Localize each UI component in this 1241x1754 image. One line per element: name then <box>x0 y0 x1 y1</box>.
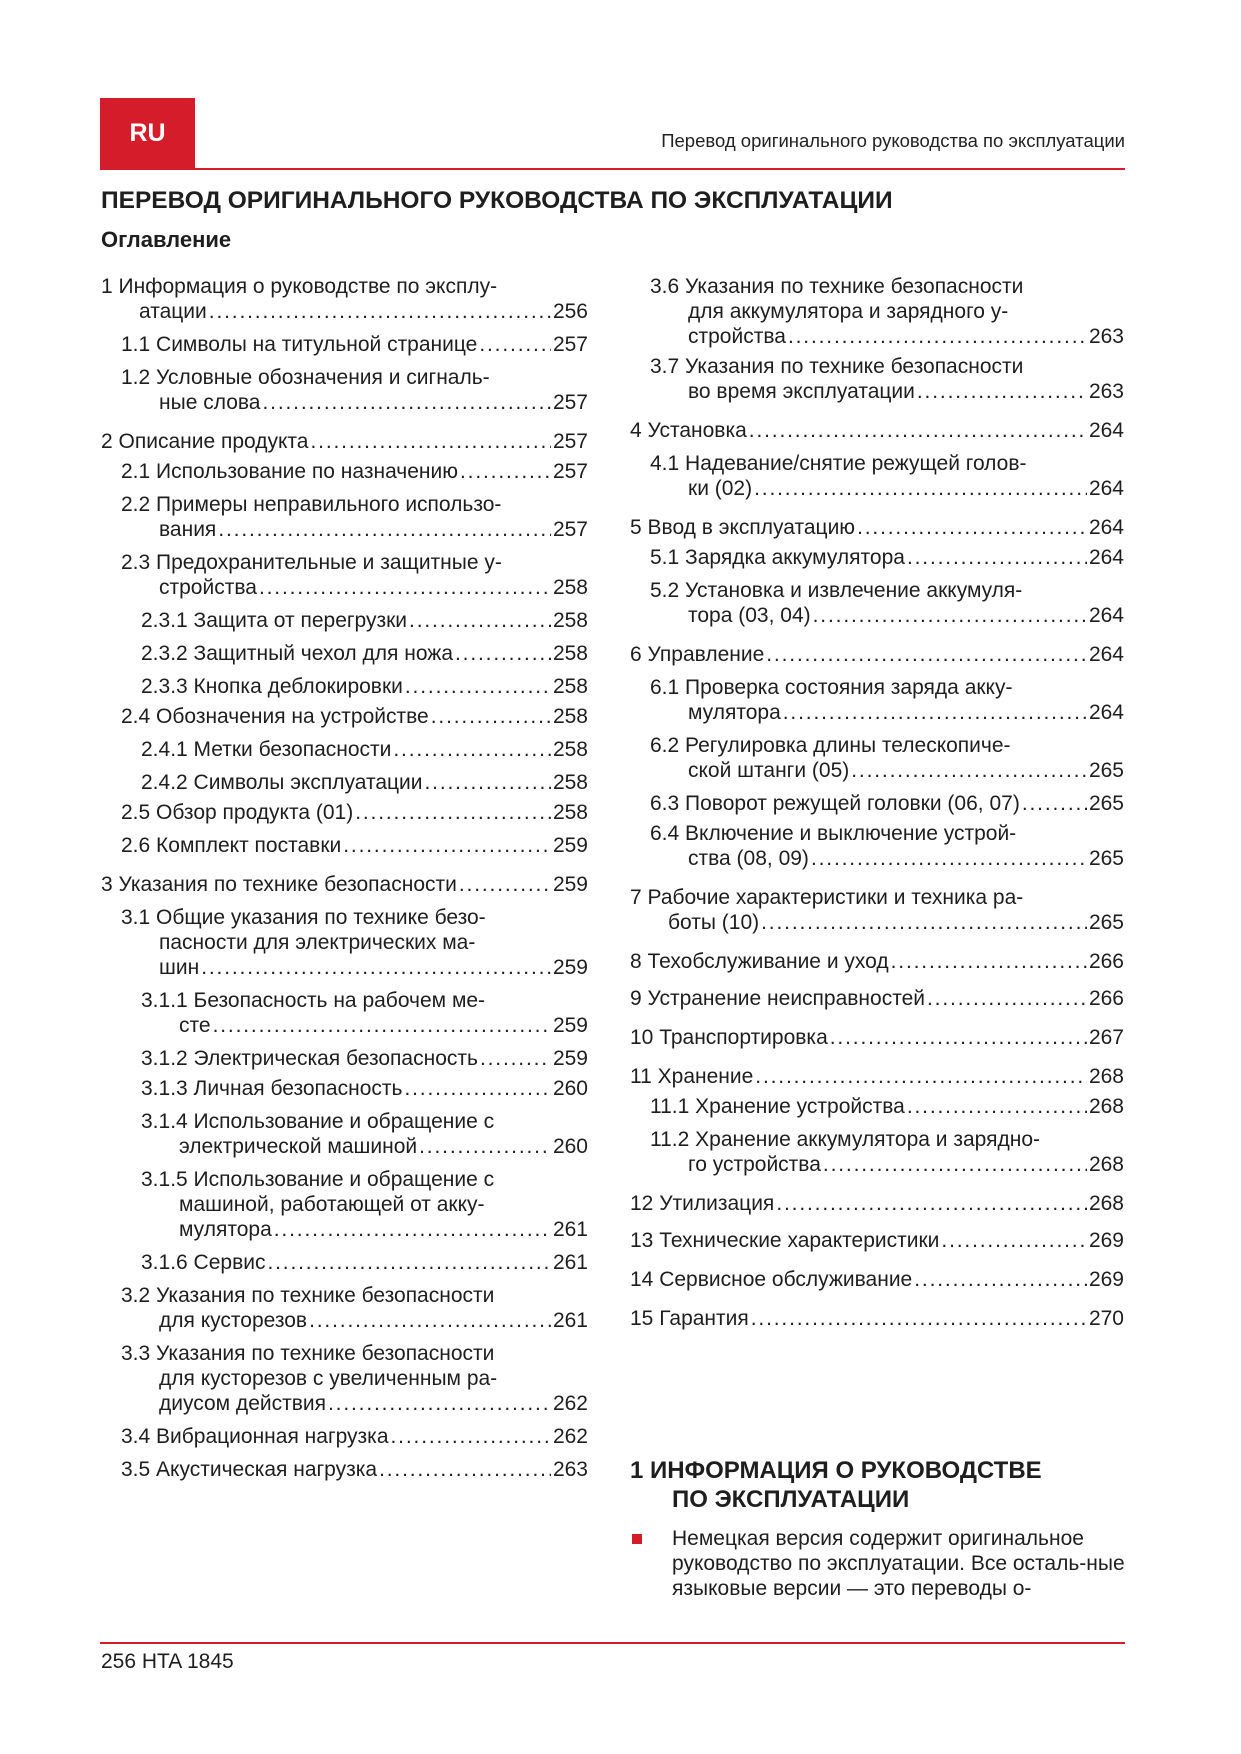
toc-heading: Оглавление <box>101 227 232 252</box>
toc-entry-title: 2.3.1 Защита от перегрузки <box>141 609 408 632</box>
footer-rule <box>100 1642 1125 1644</box>
toc-entry-row <box>121 332 588 357</box>
toc-page-number: 268 <box>1088 1095 1124 1118</box>
toc-dot-leader <box>830 1025 1087 1050</box>
toc-page-number: 256 <box>552 300 588 323</box>
toc-entry[interactable] <box>630 885 1124 935</box>
toc-entry-title: 13 Технические характеристики <box>630 1229 940 1252</box>
toc-page-number: 265 <box>1088 847 1124 870</box>
toc-dot-leader <box>310 429 550 454</box>
bullet-square-icon <box>632 1534 642 1544</box>
toc-entry-title: 12 Утилизация <box>630 1192 775 1215</box>
toc-entry-row <box>141 1250 588 1275</box>
toc-dot-leader <box>776 1191 1087 1216</box>
toc-entry-title: 5 Ввод в эксплуатацию <box>630 516 856 539</box>
toc-page-number: 258 <box>552 576 588 599</box>
toc-page-number: 269 <box>1088 1268 1124 1291</box>
toc-dot-leader <box>927 986 1087 1011</box>
toc-entry-line: 2.3 Предохранительные и защитные у- <box>121 551 502 574</box>
toc-entry-row <box>121 517 588 542</box>
toc-entry[interactable] <box>101 550 588 600</box>
toc-page-number: 268 <box>1088 1153 1124 1176</box>
toc-entry-row <box>650 603 1124 628</box>
toc-page-number: 263 <box>552 1458 588 1481</box>
toc-entry-line: 3.3 Указания по технике безопасности <box>121 1342 495 1365</box>
toc-dot-leader <box>479 332 551 357</box>
toc-page-number: 260 <box>552 1077 588 1100</box>
toc-entry-row <box>141 737 588 762</box>
toc-entry-row <box>121 1457 588 1482</box>
toc-entry[interactable] <box>630 545 1124 570</box>
toc-entry-line: 2.2 Примеры неправильного использо- <box>121 493 502 516</box>
toc-page-number: 261 <box>552 1218 588 1241</box>
toc-entry[interactable] <box>101 1341 588 1416</box>
toc-entry-line: 3.1.5 Использование и обращение с <box>141 1168 495 1191</box>
toc-entry[interactable] <box>630 274 1124 349</box>
toc-entry[interactable] <box>101 332 588 357</box>
toc-dot-leader <box>891 949 1087 974</box>
toc-entry-row <box>121 833 588 858</box>
toc-entry-title: 2.4 Обозначения на устройстве <box>121 705 429 728</box>
toc-entry[interactable] <box>101 492 588 542</box>
toc-page-number: 258 <box>552 675 588 698</box>
toc-entry[interactable] <box>630 949 1124 974</box>
toc-entry[interactable] <box>630 821 1124 871</box>
toc-entry-row <box>650 545 1124 570</box>
toc-entry[interactable] <box>630 791 1124 816</box>
toc-entry-title: 2.1 Использование по назначению <box>121 460 458 483</box>
toc-entry[interactable] <box>101 1167 588 1242</box>
toc-entry-line: 3.1.4 Использование и обращение с <box>141 1110 495 1133</box>
toc-entry-line: машиной, работающей от акку- <box>179 1193 485 1216</box>
toc-entry-title: диусом действия <box>159 1392 326 1415</box>
toc-page-number: 257 <box>552 518 588 541</box>
toc-entry-title: ки (02) <box>688 477 753 500</box>
toc-dot-leader <box>766 642 1087 667</box>
toc-page-number: 258 <box>552 609 588 632</box>
toc-entry-title: атации <box>139 300 207 323</box>
section-heading <box>630 1456 1130 1514</box>
toc-entry-row <box>650 791 1124 816</box>
toc-entry-row <box>630 1306 1124 1331</box>
toc-entry-row <box>121 955 588 980</box>
toc-entry[interactable] <box>630 675 1124 725</box>
toc-entry-row <box>650 846 1124 871</box>
toc-dot-leader <box>455 641 551 666</box>
toc-dot-leader <box>907 1094 1087 1119</box>
toc-entry-title: 14 Сервисное обслуживание <box>630 1268 913 1291</box>
toc-dot-leader <box>259 575 551 600</box>
toc-entry-line: 3.1 Общие указания по технике безо- <box>121 906 486 929</box>
toc-page-number: 257 <box>552 333 588 356</box>
toc-entry-title: для кусторезов <box>159 1309 308 1332</box>
toc-entry-title: 9 Устранение неисправностей <box>630 987 926 1010</box>
toc-entry-title: мулятора <box>179 1218 272 1241</box>
toc-entry[interactable] <box>101 674 588 699</box>
toc-entry[interactable] <box>630 578 1124 628</box>
toc-page-number: 257 <box>552 460 588 483</box>
toc-entry-title: 11 Хранение <box>630 1065 754 1088</box>
toc-entry[interactable] <box>101 770 588 795</box>
toc-entry-title: ской штанги (05) <box>688 759 850 782</box>
toc-entry-title: мулятора <box>688 701 781 724</box>
toc-dot-leader <box>460 459 551 484</box>
toc-entry-title: 8 Техобслуживание и уход <box>630 950 889 973</box>
toc-entry-row <box>650 1152 1124 1177</box>
toc-entry-row <box>121 1308 588 1333</box>
toc-entry-title: 5.1 Зарядка аккумулятора <box>650 546 905 569</box>
toc-dot-leader <box>813 603 1087 628</box>
page-footer: 256 HTA 1845 <box>101 1650 234 1673</box>
toc-dot-leader <box>328 1391 551 1416</box>
toc-dot-leader <box>343 833 551 858</box>
toc-entry-row <box>121 1391 588 1416</box>
toc-entry-title: 3.1.3 Личная безопасность <box>141 1077 403 1100</box>
toc-entry-title: 3.1.2 Электрическая безопасность <box>141 1047 478 1070</box>
toc-right-column <box>630 274 1124 1331</box>
toc-entry-title: 1.1 Символы на титульной странице <box>121 333 478 356</box>
toc-entry-title: ные слова <box>159 391 261 414</box>
toc-dot-leader <box>851 758 1087 783</box>
toc-entry-row <box>650 476 1124 501</box>
toc-entry-line: 7 Рабочие характеристики и техника ра- <box>630 886 1024 909</box>
toc-page-number: 262 <box>552 1392 588 1415</box>
toc-dot-leader <box>213 1013 551 1038</box>
toc-dot-leader <box>201 955 551 980</box>
toc-entry[interactable] <box>630 451 1124 501</box>
toc-entry-title: 2 Описание продукта <box>101 430 309 453</box>
toc-page-number: 258 <box>552 738 588 761</box>
toc-page-number: 264 <box>1088 643 1124 666</box>
toc-entry-line: пасности для электрических ма- <box>159 931 476 954</box>
toc-page-number: 266 <box>1088 987 1124 1010</box>
toc-entry-line: 6.1 Проверка состояния заряда акку- <box>650 676 1013 699</box>
toc-dot-leader <box>379 1457 551 1482</box>
toc-entry-title: 3.1.6 Сервис <box>141 1251 266 1274</box>
toc-entry-row <box>101 429 588 454</box>
toc-page-number: 258 <box>552 642 588 665</box>
toc-page-number: 259 <box>552 873 588 896</box>
toc-entry-title: во время эксплуатации <box>688 380 915 403</box>
toc-entry-title: стройства <box>159 576 257 599</box>
toc-entry-line: 4.1 Надевание/снятие режущей голов- <box>650 452 1027 475</box>
toc-entry-title: 6.3 Поворот режущей головки (06, 07) <box>650 792 1020 815</box>
toc-dot-leader <box>404 1076 551 1101</box>
toc-entry[interactable] <box>101 429 588 454</box>
toc-entry[interactable] <box>630 1267 1124 1292</box>
toc-entry-row <box>121 390 588 415</box>
toc-entry-row <box>141 770 588 795</box>
toc-dot-leader <box>393 737 551 762</box>
toc-entry[interactable] <box>630 986 1124 1011</box>
toc-entry[interactable] <box>101 800 588 825</box>
toc-entry-row <box>141 1046 588 1071</box>
toc-entry-title: 2.3.2 Защитный чехол для ножа <box>141 642 453 665</box>
toc-dot-leader <box>480 1046 551 1071</box>
toc-entry[interactable] <box>101 988 588 1038</box>
toc-entry-row <box>630 515 1124 540</box>
toc-dot-leader <box>811 846 1087 871</box>
toc-entry-line: для кусторезов с увеличенным ра- <box>159 1367 498 1390</box>
toc-dot-leader <box>218 517 551 542</box>
toc-entry-row <box>630 949 1124 974</box>
toc-page-number: 264 <box>1088 516 1124 539</box>
toc-page-number: 259 <box>552 1047 588 1070</box>
toc-entry-line: 1.2 Условные обозначения и сигналь- <box>121 366 490 389</box>
toc-entry-row <box>630 910 1124 935</box>
toc-dot-leader <box>914 1267 1087 1292</box>
toc-dot-leader <box>431 704 551 729</box>
toc-entry-row <box>630 418 1124 443</box>
toc-entry-title: сте <box>179 1014 211 1037</box>
toc-page-number: 263 <box>1088 380 1124 403</box>
toc-entry-row <box>121 575 588 600</box>
toc-entry[interactable] <box>101 872 588 897</box>
toc-entry-title: 2.3.3 Кнопка деблокировки <box>141 675 403 698</box>
toc-entry-row <box>141 641 588 666</box>
toc-dot-leader <box>459 872 551 897</box>
toc-page-number: 268 <box>1088 1192 1124 1215</box>
toc-entry[interactable] <box>101 1424 588 1449</box>
toc-page-number: 267 <box>1088 1026 1124 1049</box>
toc-page-number: 264 <box>1088 419 1124 442</box>
toc-page-number: 257 <box>552 391 588 414</box>
toc-page-number: 265 <box>1088 792 1124 815</box>
toc-entry-title: электрической машиной <box>179 1135 418 1158</box>
toc-page-number: 264 <box>1088 604 1124 627</box>
toc-entry[interactable] <box>101 1076 588 1101</box>
toc-entry-title: 15 Гарантия <box>630 1307 749 1330</box>
toc-entry[interactable] <box>101 1283 588 1333</box>
toc-entry[interactable] <box>101 274 588 324</box>
toc-entry-row <box>650 700 1124 725</box>
toc-entry-row <box>630 1228 1124 1253</box>
toc-entry-title: 2.6 Комплект поставки <box>121 834 342 857</box>
running-header: Перевод оригинального руководства по эксплуатации <box>661 130 1125 151</box>
toc-page-number: 263 <box>1088 325 1124 348</box>
bullet-text: Немецкая версия содержит оригинальное руководство по эксплуатации. Все осталь-ные языковые версии — это переводы о- <box>672 1527 1125 1600</box>
toc-left-column <box>101 274 588 1482</box>
toc-entry[interactable] <box>101 365 588 415</box>
toc-entry[interactable] <box>101 1046 588 1071</box>
toc-page-number: 264 <box>1088 701 1124 724</box>
toc-entry-row <box>650 324 1124 349</box>
toc-entry[interactable] <box>630 1127 1124 1177</box>
toc-dot-leader <box>783 700 1087 725</box>
section-heading-line2: ПО ЭКСПЛУАТАЦИИ <box>672 1486 910 1513</box>
toc-dot-leader <box>823 1152 1087 1177</box>
toc-entry-row <box>141 1013 588 1038</box>
toc-entry-row <box>121 800 588 825</box>
toc-entry-row <box>141 1217 588 1242</box>
toc-dot-leader <box>267 1250 551 1275</box>
toc-dot-leader <box>419 1134 551 1159</box>
toc-entry-title: го устройства <box>688 1153 821 1176</box>
toc-page-number: 269 <box>1088 1229 1124 1252</box>
toc-entry-row <box>121 1424 588 1449</box>
toc-entry[interactable] <box>630 418 1124 443</box>
toc-entry-title: 2.4.2 Символы эксплуатации <box>141 771 423 794</box>
toc-entry-row <box>630 1064 1124 1089</box>
toc-entry-line: 3.1.1 Безопасность на рабочем ме- <box>141 989 486 1012</box>
toc-entry-row <box>630 642 1124 667</box>
toc-entry-row <box>630 986 1124 1011</box>
toc-entry[interactable] <box>101 1457 588 1482</box>
toc-entry[interactable] <box>630 1064 1124 1089</box>
toc-entry-row <box>141 1134 588 1159</box>
section-heading-line1: 1 ИНФОРМАЦИЯ О РУКОВОДСТВЕ <box>630 1457 1042 1484</box>
toc-dot-leader <box>425 770 551 795</box>
toc-entry-title: боты (10) <box>668 911 760 934</box>
toc-entry-title: вания <box>159 518 217 541</box>
toc-entry[interactable] <box>630 642 1124 667</box>
toc-page-number: 259 <box>552 1014 588 1037</box>
toc-entry-line: 3.2 Указания по технике безопасности <box>121 1284 495 1307</box>
toc-page-number: 262 <box>552 1425 588 1448</box>
toc-entry[interactable] <box>630 1306 1124 1331</box>
language-badge: RU <box>100 98 195 169</box>
toc-dot-leader <box>755 1064 1087 1089</box>
toc-entry-row <box>141 608 588 633</box>
toc-page-number: 258 <box>552 771 588 794</box>
toc-entry-row <box>141 1076 588 1101</box>
toc-dot-leader <box>262 390 550 415</box>
toc-entry-row <box>650 379 1124 404</box>
toc-dot-leader <box>941 1228 1087 1253</box>
toc-entry[interactable] <box>630 1025 1124 1050</box>
toc-entry-title: 2.5 Обзор продукта (01) <box>121 801 354 824</box>
toc-dot-leader <box>751 1306 1087 1331</box>
toc-entry-title: 3.4 Вибрационная нагрузка <box>121 1425 389 1448</box>
toc-dot-leader <box>209 299 551 324</box>
toc-dot-leader <box>917 379 1087 404</box>
toc-entry-row <box>630 1191 1124 1216</box>
toc-dot-leader <box>405 674 551 699</box>
toc-entry-row <box>121 704 588 729</box>
toc-entry-title: 10 Транспортировка <box>630 1026 828 1049</box>
toc-entry-line: 3.7 Указания по технике безопасности <box>650 355 1024 378</box>
toc-entry-row <box>630 1267 1124 1292</box>
toc-entry-row <box>101 872 588 897</box>
toc-entry-row <box>101 299 588 324</box>
toc-entry-title: 4 Установка <box>630 419 747 442</box>
toc-page-number: 265 <box>1088 759 1124 782</box>
toc-page-number: 266 <box>1088 950 1124 973</box>
toc-page-number: 264 <box>1088 546 1124 569</box>
toc-entry-title: ства (08, 09) <box>688 847 809 870</box>
toc-entry[interactable] <box>101 833 588 858</box>
toc-entry[interactable] <box>101 459 588 484</box>
toc-entry-row <box>141 674 588 699</box>
toc-page-number: 270 <box>1088 1307 1124 1330</box>
toc-entry[interactable] <box>101 737 588 762</box>
toc-dot-leader <box>857 515 1087 540</box>
toc-entry-line: для аккумулятора и зарядного у- <box>688 300 1009 323</box>
toc-entry[interactable] <box>101 608 588 633</box>
toc-entry-line: 1 Информация о руководстве по эксплу- <box>101 275 498 298</box>
toc-entry-line: 3.6 Указания по технике безопасности <box>650 275 1024 298</box>
toc-page-number: 258 <box>552 801 588 824</box>
toc-dot-leader <box>391 1424 551 1449</box>
toc-dot-leader <box>355 800 551 825</box>
toc-page-number: 268 <box>1088 1065 1124 1088</box>
toc-page-number: 264 <box>1088 477 1124 500</box>
toc-entry-row <box>650 758 1124 783</box>
toc-page-number: 265 <box>1088 911 1124 934</box>
toc-entry-row <box>121 459 588 484</box>
page-title: ПЕРЕВОД ОРИГИНАЛЬНОГО РУКОВОДСТВА ПО ЭКСПЛУАТАЦИИ <box>101 187 893 214</box>
toc-entry[interactable] <box>630 1094 1124 1119</box>
toc-dot-leader <box>907 545 1087 570</box>
bullet-paragraph <box>630 1526 1130 1601</box>
toc-page-number: 260 <box>552 1135 588 1158</box>
toc-dot-leader <box>309 1308 551 1333</box>
toc-dot-leader <box>1022 791 1087 816</box>
toc-entry[interactable] <box>101 641 588 666</box>
toc-page-number: 258 <box>552 705 588 728</box>
toc-entry-row <box>630 1025 1124 1050</box>
toc-dot-leader <box>754 476 1087 501</box>
toc-entry-line: 6.2 Регулировка длины телескопиче- <box>650 734 1011 757</box>
toc-page-number: 259 <box>552 834 588 857</box>
toc-entry-title: стройства <box>688 325 786 348</box>
toc-entry[interactable] <box>630 1191 1124 1216</box>
toc-dot-leader <box>788 324 1087 349</box>
toc-dot-leader <box>274 1217 551 1242</box>
toc-entry-line: 5.2 Установка и извлечение аккумуля- <box>650 579 1023 602</box>
toc-entry-title: тора (03, 04) <box>688 604 811 627</box>
header-rule <box>100 168 1125 170</box>
toc-page-number: 259 <box>552 956 588 979</box>
toc-page-number: 261 <box>552 1309 588 1332</box>
toc-entry-title: 11.1 Хранение устройства <box>650 1095 905 1118</box>
toc-entry-title: 2.4.1 Метки безопасности <box>141 738 392 761</box>
toc-entry-row <box>650 1094 1124 1119</box>
toc-entry[interactable] <box>101 704 588 729</box>
toc-dot-leader <box>749 418 1087 443</box>
toc-entry[interactable] <box>630 354 1124 404</box>
toc-entry[interactable] <box>630 733 1124 783</box>
toc-entry[interactable] <box>630 1228 1124 1253</box>
toc-entry[interactable] <box>101 905 588 980</box>
toc-entry-title: 3 Указания по технике безопасности <box>101 873 457 896</box>
toc-page-number: 261 <box>552 1251 588 1274</box>
toc-entry[interactable] <box>101 1250 588 1275</box>
toc-dot-leader <box>409 608 551 633</box>
toc-entry-line: 11.2 Хранение аккумулятора и зарядно- <box>650 1128 1040 1151</box>
toc-page-number: 257 <box>552 430 588 453</box>
toc-entry[interactable] <box>101 1109 588 1159</box>
toc-entry-title: шин <box>159 956 200 979</box>
toc-entry-line: 6.4 Включение и выключение устрой- <box>650 822 1017 845</box>
toc-dot-leader <box>761 910 1087 935</box>
toc-entry-title: 3.5 Акустическая нагрузка <box>121 1458 378 1481</box>
toc-entry[interactable] <box>630 515 1124 540</box>
toc-entry-title: 6 Управление <box>630 643 765 666</box>
